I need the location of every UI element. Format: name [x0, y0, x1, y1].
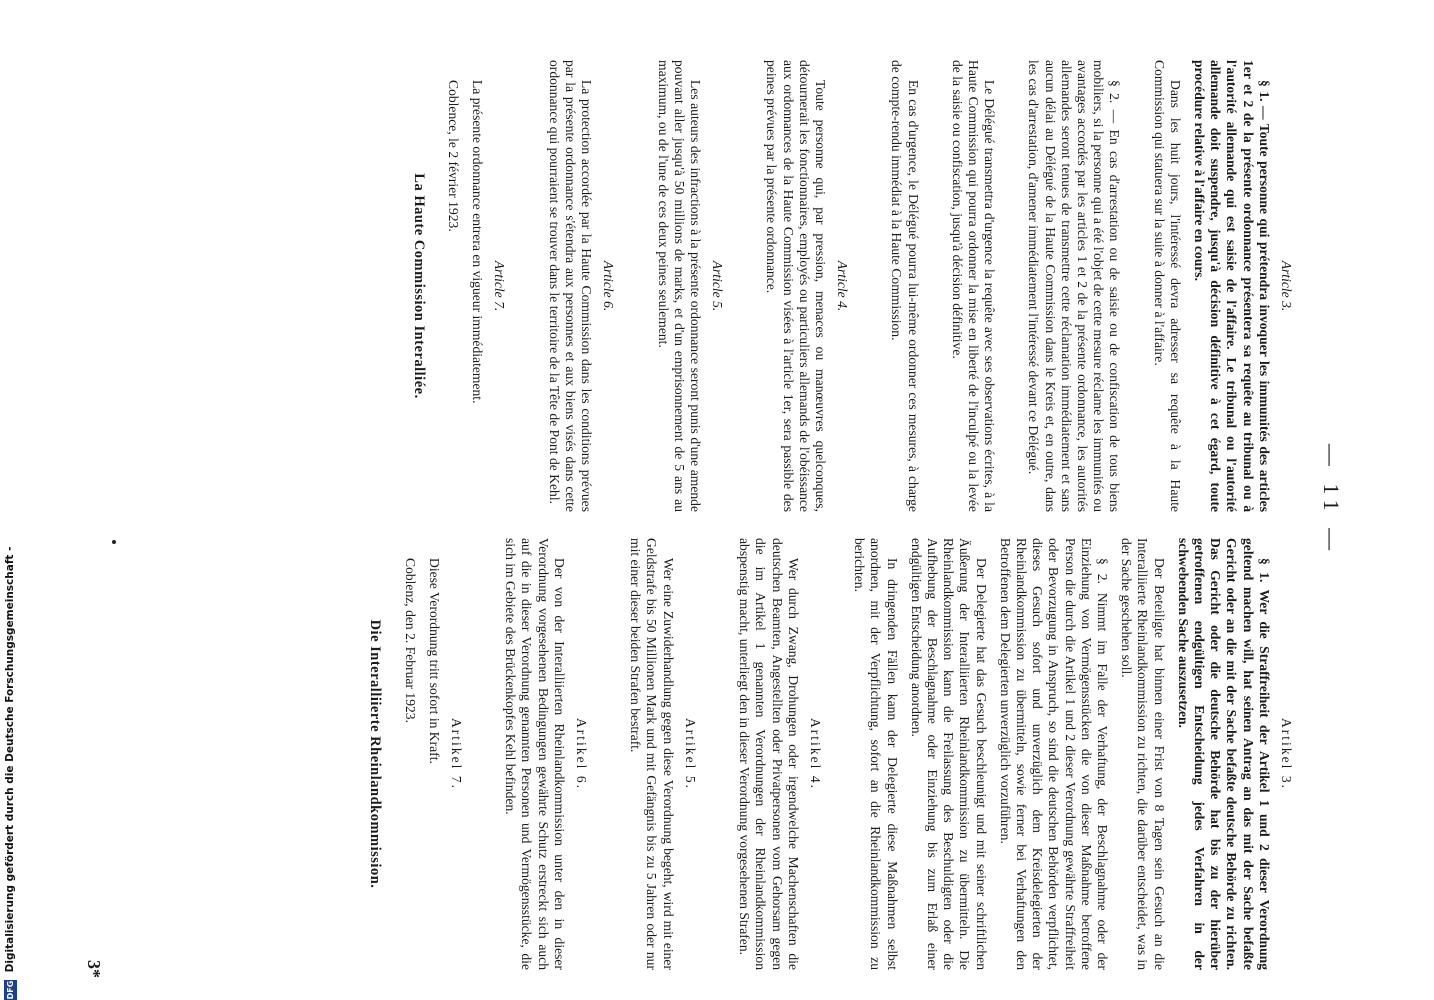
article-3-para-2-fr: Dans les huit jours, l'intéressé devra adresser sa requête à la Haute Commission qui statuera sur la suite à donner à l'affaire. — [1151, 60, 1183, 512]
article-5-title-de: Artikel 5. — [682, 717, 698, 791]
date-de: Coblenz, den 2. Februar 1923. — [402, 558, 418, 723]
signature-de: Die Interalliierte Rheinlandkommission. — [367, 619, 384, 889]
article-3-para-5-fr: En cas d'urgence, le Délégué pourra lui-même ordonner ces mesures, à charge de compte-rendu immédiat à la Haute Commission. — [889, 60, 921, 512]
article-5-title-fr: Article 5. — [710, 260, 726, 312]
article-3-para-4-fr: Le Délégué transmettra d'urgence la requête avec ses observations écrites, à la Haute Commission qui pourra ordonner la mise en liberté de l'inculpé ou la levée de la saisie ou confiscation, jusqu'à décision définitive. — [949, 60, 998, 512]
article-3-para-2-de: Der Beteiligte hat binnen einer Frist von 8 Tagen sein Gesuch an die Interalliierte Rheinlandkommission zu richten, die darüber entscheidet, was in der Sache geschehen soll. — [1119, 538, 1167, 970]
article-7-para-1-fr: La présente ordonnance entrera en vigueur immédiatement. — [470, 80, 486, 404]
date-fr: Coblence, le 2 février 1923. — [446, 80, 462, 232]
article-6-title-fr: Article 6. — [601, 260, 617, 312]
german-column — [367, 538, 1294, 970]
article-3-para-3-de: § 2. Nimmt im Falle der Verhaftung, der Beschlagnahme oder der Einziehung von Vermögensstücken die von dieser Maßnahme betroffene Person die durch die Artikel 1 und 2 dieser Verordnung gewährte Straffreiheit oder Bevorzugung in Anspruch, so sind die deutschen Behörden verpflichtet, dieses Gesuch sofort und unverzüglich dem Kreisdelegierten der Rheinlandkommission zu übermitteln, sowie ferner bei Verhaftungen den Betroffenen dem Delegierten unverzüglich vorzuführen. — [997, 538, 1110, 970]
digitization-credit — [2, 546, 18, 1000]
article-3-para-3-fr: § 2. — En cas d'arrestation ou de saisie ou de confiscation de tous biens mobiliers, si la personne qui a été l'objet de cette mesure réclame les immunités ou avantages accordés par les articles 1 et 2 de la présente ordonnance, les autorités allemandes seront tenues de transmettre cette réclamation immédiatement et sans aucun délai au Délégué de la Haute Commission dans le Kreis et, en outre, dans les cas d'arrestation, d'amener immédiatement l'intéressé devant ce Délégué. — [1026, 60, 1123, 512]
dfg-logo-icon: DFG — [5, 980, 15, 1000]
article-7-title-de: Artikel 7. — [449, 717, 465, 791]
ink-dot — [112, 540, 116, 544]
article-6-para-1-de: Der von der Interalliierten Rheinlandkommission unter den in dieser Verordnung vorgesehenen Bedingungen gewährte Schutz erstreckt sich auch auf die in dieser Verordnung genannten Personen und Vermögensstücke, die sich im Gebiete des Brückenkopfes Kehl befinden. — [503, 538, 567, 970]
article-7-title-fr: Article 7. — [492, 260, 508, 312]
article-6-para-1-fr: La protection accordée par la Haute Commission dans les conditions prévues par la présente ordonnance s'étendra aux personnes et aux biens visés dans cette ordonnance qui pourraient se trouver dans le territoire de la Tête de Pont de Kehl. — [546, 60, 595, 512]
article-3-title-fr: Article 3. — [1279, 260, 1294, 312]
article-3-title-de: Artikel 3. — [1279, 717, 1294, 791]
article-3-para-5-de: In dringenden Fällen kann der Delegierte diese Maßnahmen selbst anordnen, mit der Verpflichtung, sofort an die Rheinlandkommission zu berichten. — [852, 538, 900, 970]
article-3-para-1-fr: § 1. — Toute personne qui prétendra invoquer les immunités des articles 1er et 2 de la présente ordonnance présentera sa requête au tribunal ou à l'autorité allemande qui est saisie de l'affaire. Le tribunal ou l'autorité allemande doit suspendre, jusqu'à décision définitive à cet égard, toute procédure relative à l'affaire en cours. — [1191, 60, 1272, 512]
signature-mark: 3* — [84, 960, 104, 978]
article-5-para-1-fr: Les auteurs des infractions à la présente ordonnance seront punis d'une amende pouvant aller jusqu'à 50 millions de marks, et d'un emprisonnement de 5 ans au maximum, ou de l'une de ces deux peines seulement. — [655, 60, 703, 512]
french-column — [411, 60, 1294, 512]
page-number: — 11 — — [1319, 443, 1344, 557]
credit-text: Digitalisierung gefördert durch die Deutsche Forschungsgemeinschaft - — [4, 546, 16, 973]
article-3-para-4-de: Der Delegierte hat das Gesuch beschleunigt und mit seiner schriftlichen Äußerung der Interalliierten Rheinlandkommission zu übermitteln. Die Rheinlandkommission kann die Freilassung des Beschuldigten oder die Aufhebung der Beschlagnahme oder Einziehung bis zum Erlaß einer endgültigen Entscheidung anordnen. — [908, 538, 989, 970]
article-4-para-1-fr: Toute personne qui, par pression, menaces ou manœuvres quelconques, détournerait les fonctionnaires, employés ou particuliers allemands de l'obéissance aux ordonnances de la Haute Commission visées à l'article 1er, sera passible des peines prévues par la présente ordonnance. — [764, 60, 828, 512]
article-4-para-1-de: Wer durch Zwang, Drohungen oder irgendwelche Machenschaften die deutschen Beamten, Angestellten oder Privatpersonen vom Gehorsam gegen die im Artikel 1 genannten Verordnungen der Rheinlandkommission abspenstig macht, unterliegt den in dieser Verordnung vorgesehenen Strafen. — [737, 538, 801, 970]
article-4-title-fr: Article 4. — [835, 260, 851, 312]
article-3-para-1-de: § 1. Wer die Straffreiheit der Artikel 1 und 2 dieser Verordnung geltend machen will, hat seinen Antrag an das mit der Sache befaßte Gericht oder an die mit der Sache befaßte deutsche Behörde zu richten. Das Gericht oder die deutsche Behörde hat bis zu der hierüber getroffenen endgültigen Entscheidung jedes Verfahren in der schwebenden Sache auszusetzen. — [1175, 538, 1272, 970]
article-6-title-de: Artikel 6. — [574, 717, 590, 791]
signature-fr: La Haute Commission Interalliée. — [410, 173, 427, 399]
article-5-para-1-de: Wer eine Zuwiderhandlung gegen diese Verordnung begeht, wird mit einer Geldstrafe bis 50 Millionen Mark und mit Gefängnis bis zu 5 Jahren oder nur mit einer dieser beiden Strafen bestraft. — [628, 538, 676, 970]
article-4-title-de: Artikel 4. — [807, 717, 823, 791]
article-7-para-1-de: Diese Verordnung tritt sofort in Kraft. — [426, 558, 442, 764]
